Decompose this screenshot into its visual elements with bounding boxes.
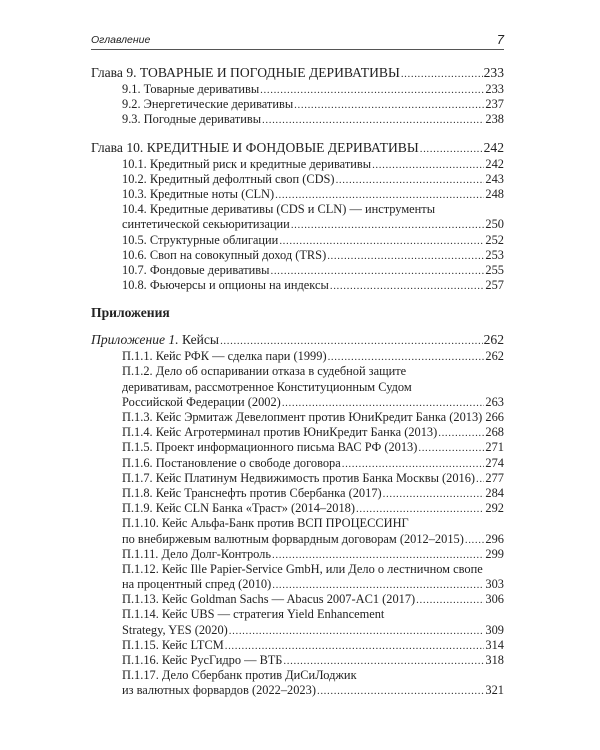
toc-entry-line: [91, 202, 504, 217]
toc-entry-page: 268: [485, 425, 504, 440]
dot-leader: [476, 472, 484, 487]
toc-entry-line: [91, 486, 504, 501]
toc-entry-text: П.1.5. Проект информационного письма ВАС РФ (2013): [122, 440, 418, 455]
toc-entry-page: 266: [485, 410, 504, 424]
toc-entry-page: 255: [485, 262, 504, 277]
toc-entry-line: [91, 263, 504, 278]
toc-entry: [91, 456, 504, 471]
dot-leader: [383, 487, 485, 502]
toc-entry-line: [91, 653, 504, 668]
toc-entry-text: Российской Федерации (2002): [122, 394, 281, 409]
toc-entry-line: [91, 607, 504, 622]
toc-entry: [91, 97, 504, 112]
appendix-cases: [91, 349, 504, 698]
toc-entry-text: 9.1. Товарные деривативы: [122, 82, 260, 96]
dot-leader: [272, 578, 484, 593]
toc-entry: [91, 440, 504, 455]
appendix-title: [91, 331, 219, 349]
appendix-name: Кейсы: [178, 332, 220, 348]
dot-leader: [401, 65, 483, 83]
toc-entry-page: 253: [485, 247, 504, 262]
toc-entry-page: 252: [485, 232, 504, 247]
toc-entry-text: по внебиржевым валютным форвардным договорам (2012–2015): [122, 531, 464, 546]
toc-entry: [91, 547, 504, 562]
appendix-heading: [91, 331, 504, 349]
toc-entry-line: [91, 233, 504, 248]
toc-entry-page: 306: [485, 592, 504, 607]
toc-entry-text: П.1.9. Кейс CLN Банка «Траст» (2014–2018): [122, 501, 356, 516]
toc-entry-text: П.1.14. Кейс UBS — стратегия Yield Enhancement: [122, 607, 385, 622]
toc-entry: [91, 501, 504, 516]
toc-entry-page: 237: [485, 97, 504, 112]
toc-entry-text: 10.2. Кредитный дефолтный своп (CDS): [122, 171, 335, 186]
dot-leader: [283, 654, 484, 669]
chapter-page: 242: [483, 139, 504, 155]
toc-entry-page: 248: [485, 186, 504, 201]
toc-entry: [91, 653, 504, 668]
toc-entry: [91, 82, 504, 97]
toc-entry: [91, 607, 504, 637]
dot-leader: [327, 249, 484, 264]
toc-entry-line: [91, 683, 504, 698]
toc-entry-line: [91, 440, 504, 455]
dot-leader: [262, 113, 484, 128]
toc-entry-page: 277: [485, 470, 504, 485]
chapter-sections: [91, 82, 504, 128]
toc-entry-line: [91, 623, 504, 638]
toc-entry-line: [91, 456, 504, 471]
toc-entry: [91, 486, 504, 501]
toc-entry-line: [91, 157, 504, 172]
toc-entry-line: [91, 380, 504, 395]
toc-entry-text: 9.2. Энергетические деривативы: [122, 97, 294, 112]
toc-entry-line: [91, 547, 504, 562]
toc-entry-text: на процентный спред (2010): [122, 577, 272, 592]
toc-entry-page: 296: [485, 531, 504, 546]
dot-leader: [275, 188, 484, 203]
toc-entry: [91, 112, 504, 127]
toc-entry-line: [91, 112, 504, 127]
toc-entry-text: П.1.15. Кейс LTCM: [122, 637, 224, 652]
toc-chapter: [91, 139, 504, 294]
toc-entry-page: 271: [485, 440, 504, 455]
toc-entry: [91, 668, 504, 698]
toc-entry-line: [91, 364, 504, 379]
chapter-title: Глава 9. ТОВАРНЫЕ И ПОГОДНЫЕ ДЕРИВАТИВЫ: [91, 65, 400, 80]
toc-entry-text: 10.4. Кредитные деривативы (CDS и CLN) — инструменты: [122, 202, 436, 217]
dot-leader: [317, 684, 484, 699]
toc-entry-text: 10.3. Кредитные ноты (CLN): [122, 186, 275, 201]
table-of-contents: [91, 64, 504, 699]
toc-entry-line: [91, 97, 504, 112]
toc-entry-page: 242: [485, 156, 504, 171]
appendix-label: Приложение 1.: [91, 332, 179, 348]
toc-entry-line: [91, 516, 504, 531]
toc-entry: [91, 471, 504, 486]
toc-entry-text: 10.7. Фондовые деривативы: [122, 262, 270, 277]
toc-entry-page: 292: [485, 501, 504, 516]
dot-leader: [282, 396, 485, 411]
dot-leader: [416, 593, 484, 608]
toc-entry-page: 263: [485, 394, 504, 409]
toc-entry-text: П.1.3. Кейс Эрмитаж Девелопмент против ЮниКредит Банка (2013): [122, 410, 483, 424]
toc-entry-page: 309: [485, 622, 504, 637]
dot-leader: [330, 279, 485, 294]
toc-entry-text: П.1.16. Кейс РусГидро — ВТБ: [122, 653, 283, 667]
dot-leader: [229, 624, 485, 639]
dot-leader: [270, 264, 484, 279]
toc-entry: [91, 364, 504, 410]
dot-leader: [220, 332, 483, 350]
toc-entry-line: [91, 248, 504, 263]
dot-leader: [336, 173, 485, 188]
appendices-heading: Приложения: [91, 305, 170, 321]
toc-entry-line: [91, 82, 504, 97]
toc-entry-text: П.1.6. Постановление о свободе договора: [122, 455, 341, 470]
toc-entry-page: 314: [485, 637, 504, 652]
dot-leader: [418, 441, 484, 456]
toc-entry-text: П.1.17. Дело Сбербанк против ДиСиЛоджик: [122, 668, 357, 683]
toc-entry-page: 299: [485, 546, 504, 561]
toc-entry-text: П.1.2. Дело об оспаривании отказа в судебной защите: [122, 364, 407, 379]
toc-entry-line: [91, 577, 504, 592]
toc-entry-line: [91, 638, 504, 653]
toc-entry: [91, 425, 504, 440]
toc-entry-page: 321: [485, 683, 504, 698]
toc-entry-page: 303: [485, 577, 504, 592]
toc-entry-page: 318: [485, 653, 504, 667]
toc-entry: [91, 157, 504, 172]
toc-entry-text: деривативам, рассмотренное Конституционным Судом: [122, 379, 412, 394]
toc-entry-text: 10.5. Структурные облигации: [122, 232, 279, 247]
toc-entry-page: 238: [485, 112, 504, 127]
toc-entry-text: из валютных форвардов (2022–2023): [122, 683, 316, 698]
toc-entry-text: 9.3. Погодные деривативы: [122, 112, 262, 127]
toc-entry: [91, 410, 504, 425]
toc-entry: [91, 562, 504, 592]
toc-entry: [91, 248, 504, 263]
toc-entry-text: П.1.12. Кейс Ille Papier-Service GmbH, или Дело о лестничном свопе: [122, 561, 483, 576]
toc-entry: [91, 233, 504, 248]
toc-entry-line: [91, 172, 504, 187]
toc-entry-line: [91, 278, 504, 293]
dot-leader: [465, 533, 485, 548]
page-number: 7: [496, 32, 504, 47]
dot-leader: [342, 457, 485, 472]
toc-entry-line: [91, 562, 504, 577]
dot-leader: [294, 98, 484, 113]
toc-entry-line: [91, 395, 504, 410]
toc-entry-line: [91, 501, 504, 516]
appendix-page: 262: [483, 332, 504, 348]
toc-entry: [91, 187, 504, 202]
toc-entry-text: П.1.1. Кейс РФК — сделка пари (1999): [122, 349, 327, 364]
toc-chapter: [91, 64, 504, 128]
toc-entry-page: 243: [485, 171, 504, 186]
toc-entry-line: [91, 471, 504, 486]
toc-entry-line: [91, 349, 504, 364]
toc-entry: [91, 202, 504, 232]
toc-entry-text: П.1.10. Кейс Альфа-Банк против ВСП ПРОЦЕССИНГ: [122, 516, 409, 531]
toc-entry-line: [91, 592, 504, 607]
toc-entry-page: 250: [485, 217, 504, 232]
dot-leader: [291, 218, 485, 233]
toc-entry-text: П.1.11. Дело Долг-Контроль: [122, 546, 272, 561]
dot-leader: [420, 140, 483, 158]
dot-leader: [279, 234, 484, 249]
toc-entry: [91, 263, 504, 278]
chapter-page: 233: [483, 65, 504, 80]
toc-entry-text: 10.6. Своп на совокупный доход (TRS): [122, 247, 327, 262]
toc-entry-line: [91, 187, 504, 202]
toc-entry-line: [91, 217, 504, 232]
dot-leader: [260, 83, 484, 98]
chapter-title: Глава 10. КРЕДИТНЫЕ И ФОНДОВЫЕ ДЕРИВАТИВЫ: [91, 139, 419, 155]
dot-leader: [225, 639, 485, 654]
dot-leader: [272, 548, 484, 563]
toc-entry-page: 274: [485, 455, 504, 470]
toc-entry-text: Strategy, YES (2020): [122, 622, 228, 637]
toc-entry-text: синтетической секьюритизации: [122, 217, 290, 232]
toc-entry-line: [91, 668, 504, 683]
toc-entry: [91, 349, 504, 364]
toc-entry-page: 257: [485, 278, 504, 293]
running-header: [91, 31, 504, 50]
chapter-heading: [91, 64, 504, 82]
toc-entry-line: [91, 532, 504, 547]
chapter-sections: [91, 157, 504, 294]
toc-entry-text: П.1.7. Кейс Платинум Недвижимость против Банка Москвы (2016): [122, 470, 476, 485]
toc-entry-text: П.1.8. Кейс Транснефть против Сбербанка (2017): [122, 485, 382, 500]
toc-entry-page: 233: [485, 82, 504, 96]
toc-entry-line: [91, 425, 504, 440]
chapter-heading: [91, 139, 504, 157]
toc-entry: [91, 638, 504, 653]
toc-entry-text: П.1.4. Кейс Агротерминал против ЮниКредит Банка (2013): [122, 425, 438, 440]
toc-entry-page: 284: [485, 485, 504, 500]
dot-leader: [356, 502, 484, 517]
dot-leader: [438, 426, 484, 441]
toc-entry: [91, 278, 504, 293]
spacer: [91, 128, 504, 139]
toc-entry-text: 10.8. Фьючерсы и опционы на индексы: [122, 278, 329, 293]
dot-leader: [483, 411, 484, 426]
toc-entry-text: 10.1. Кредитный риск и кредитные деривативы: [122, 156, 372, 171]
toc-entry: [91, 592, 504, 607]
toc-entry: [91, 172, 504, 187]
dot-leader: [328, 350, 485, 365]
toc-entry-page: 262: [485, 349, 504, 364]
toc-entry-line: [91, 410, 504, 425]
running-header-title: Оглавление: [91, 34, 151, 46]
toc-entry-text: П.1.13. Кейс Goldman Sachs — Abacus 2007-AC1 (2017): [122, 592, 416, 607]
dot-leader: [372, 158, 484, 173]
toc-entry: [91, 516, 504, 546]
